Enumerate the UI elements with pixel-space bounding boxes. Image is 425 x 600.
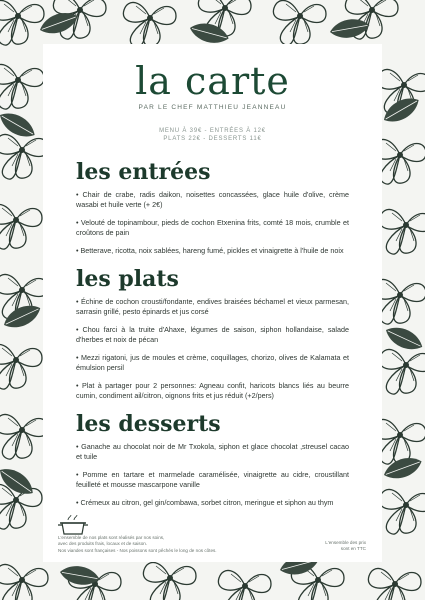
chef-subtitle: PAR LE CHEF MATTHIEU JEANNEAU bbox=[138, 104, 287, 111]
footer-right-line: L'ensemble des prix bbox=[325, 540, 366, 545]
menu-item: • Crémeux au citron, gel gin/combawa, sorbet citron, meringue et siphon au thym bbox=[76, 498, 349, 508]
footer-left-line: Nos viandes sont françaises - Nos poissons sont pêchés le long de nos côtes. bbox=[58, 547, 217, 553]
footer-left-line: L'ensemble de nos plats sont réalisés par nos soins, bbox=[58, 535, 165, 540]
menu-item: • Ganache au chocolat noir de Mr Txokola, siphon et glace chocolat ,streusel cacao et tuile bbox=[76, 442, 349, 462]
menu-card bbox=[43, 44, 382, 562]
section-title-plats: les plats bbox=[76, 266, 179, 292]
section-title-entrees: les entrées bbox=[76, 159, 211, 185]
section-desserts bbox=[76, 411, 349, 508]
footer-notes bbox=[56, 514, 366, 554]
footer-left-line: avec des produits frais, locaux et de saison. bbox=[58, 541, 148, 547]
menu-item: • Betterave, ricotta, noix sablées, hareng fumé, pickles et vinaigrette à l'huile de noix bbox=[76, 246, 349, 256]
menu-item: • Chou farci à la truite d'Ahaxe, légumes de saison, siphon hollandaise, salade d'herbes et noix de pécan bbox=[76, 325, 349, 345]
menu-item: • Échine de cochon crousti/fondante, endives braisées béchamel et vieux parmesan, sarrasin grillé, pesto épinards et jus corsé bbox=[76, 297, 349, 317]
price-line-courses: PLATS 22€ - DESSERTS 11€ bbox=[163, 136, 262, 142]
footer-right-text bbox=[306, 540, 366, 553]
menu-item: • Chair de crabe, radis daikon, noisettes concassées, glace huile d'olive, crème wasabi et huile verte (+ 2€) bbox=[76, 190, 349, 210]
entrees-list bbox=[76, 190, 349, 256]
page-title: la carte bbox=[135, 59, 290, 103]
section-plats bbox=[76, 266, 349, 401]
price-summary bbox=[76, 127, 349, 143]
footer-right-line: sont en TTC bbox=[340, 546, 366, 552]
section-entrees bbox=[76, 159, 349, 256]
desserts-list bbox=[76, 442, 349, 508]
menu-item: • Mezzi rigatoni, jus de moules et crème, coquillages, chorizo, olives de Kalamata et émulsion persil bbox=[76, 353, 349, 373]
plats-list bbox=[76, 297, 349, 401]
menu-item: • Pomme en tartare et marmelade caramélisée, vinaigrette au cidre, croustillant feuilleté et mousse mascarpone vanille bbox=[76, 470, 349, 490]
price-line-menu: MENU À 39€ - ENTRÉES À 12€ bbox=[159, 128, 266, 134]
menu-item: • Plat à partager pour 2 personnes: Agneau confit, haricots blancs liés au beurre cumin, condiment ail/citron, oignons frits et jus réduit (+2/pers) bbox=[76, 381, 349, 401]
cooking-pot-icon bbox=[56, 514, 90, 536]
footer-left-text bbox=[58, 535, 308, 554]
menu-item: • Velouté de topinambour, pieds de cochon Etxenina frits, comté 18 mois, crumble et croûtons de pain bbox=[76, 218, 349, 238]
section-title-desserts: les desserts bbox=[76, 411, 221, 437]
